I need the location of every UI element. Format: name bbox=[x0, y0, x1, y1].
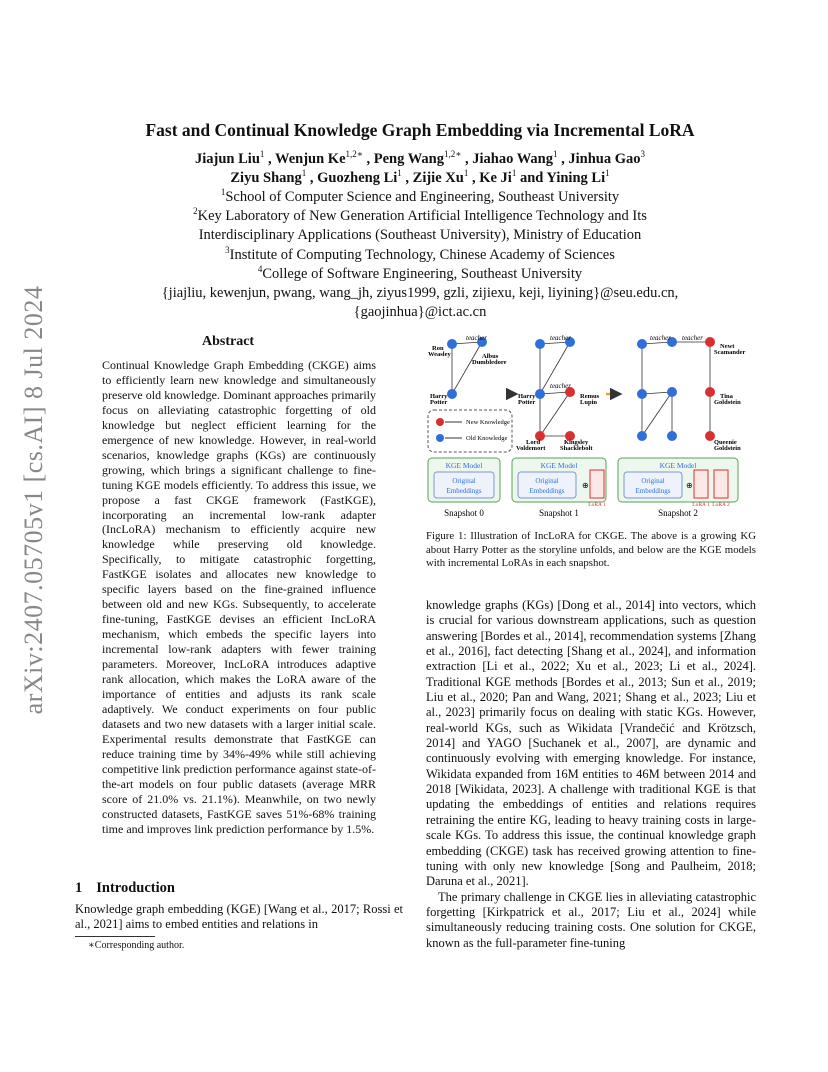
entity-label: Potter bbox=[430, 399, 448, 406]
author-affiliation-mark: 1 bbox=[552, 149, 558, 160]
affiliations bbox=[90, 188, 750, 322]
model-snapshot-2 bbox=[618, 458, 738, 508]
model-snapshot-0 bbox=[428, 458, 500, 502]
svg-text:teacher: teacher bbox=[550, 382, 571, 390]
svg-text:KGE Model: KGE Model bbox=[445, 461, 483, 470]
affiliation-line: $^1$School of Computer Science and Engineering, Southeast University bbox=[220, 187, 620, 205]
author-name: Yining Li bbox=[546, 170, 606, 186]
svg-text:Goldstein: Goldstein bbox=[714, 399, 741, 406]
svg-text:teacher: teacher bbox=[682, 334, 703, 342]
intro-paragraph: knowledge graphs (KGs) [Dong et al., 2014] into vectors, which is crucial for various downstream applications, such as question answering [Bordes et al., 2014], recommendation systems [Zhang et al., 2016], fact detecting [Shang et al., 2024], and information extraction [Li et al., 2022; Xu et al., 2023; Li et al., 2024]. Traditional KGE methods [Bordes et al., 2013; Sun et al., 2019; Liu et al., 2020; Pan and Wang, 2021; Shang et al., 2023; Liu et al., 2023] primarily focus on dealing with static KGs. However, real-world KGs, such as Wikidata [Vrandečić and Krötzsch, 2014] and YAGO [Suchanek et al., 2007], are dynamic and continuously evolving with emerging knowledge. For instance, Wikidata expanded from 16M entities to 46M between 2014 and 2018 [Wikidata, 2023]. A challenge with traditional KGE is that updating the embeddings of entities and relations requires retraining the entire KG, leading to heavy training costs in large-scale KGs. To address this issue, the continual knowledge graph embedding (CKGE) task has received growing attention to fine-tuning with only new knowledge [Song and Paulheim, 2018; Daruna et al., 2021]. bbox=[426, 598, 756, 889]
svg-text:Embeddings: Embeddings bbox=[529, 487, 565, 495]
author-affiliation-mark: 3 bbox=[640, 149, 645, 160]
entity-label: Dumbledore bbox=[472, 359, 507, 366]
svg-text:LoRA 1: LoRA 1 bbox=[692, 502, 710, 508]
abstract-heading: Abstract bbox=[202, 334, 255, 349]
footnote-rule bbox=[75, 936, 155, 937]
intro-paragraph-col1: Knowledge graph embedding (KGE) [Wang et al., 2017; Rossi et al., 2021] aims to embed entities and relations in bbox=[75, 902, 403, 932]
author-name: Guozheng Li bbox=[317, 170, 398, 186]
author-name: Wenjun Ke bbox=[275, 151, 346, 167]
entity-label: Ron bbox=[432, 345, 444, 352]
abstract-text: Continual Knowledge Graph Embedding (CKGE) aims to efficiently learn new knowledge and simultaneously preserve old knowledge. Dominant approaches primarily focus on alleviating catastrophic forgetting of old knowledge but neglect efficient learning for the emergence of new knowledge. However, in real-world scenarios, knowledge graphs (KGs) are continuously growing, which brings a significant challenge to fine-tuning KGE models efficiently. To address this issue, we propose a fast CKGE framework (FastKGE), incorporating an incremental low-rank adapter (IncLoRA) mechanism to efficiently acquire new knowledge while preserving old knowledge. Specifically, to mitigate catastrophic forgetting, FastKGE isolates and allocates new knowledge to specific layers based on the fine-grained influence between old and new KGs. Subsequently, to accelerate fine-tuning, FastKGE devises an efficient IncLoRA mechanism, which embeds the specific layers into incremental low-rank adapters with fewer training parameters. Moreover, IncLoRA introduces adaptive rank allocation, which makes the LoRA aware of the importance of entities and adjusts its rank scale adaptively. We conduct experiments on four public datasets and two new datasets with a larger initial scale. Experimental results demonstrate that FastKGE can reduce training time by 34%-49% while still achieving competitive link prediction performance against state-of-the-art models on four public datasets (average MRR score of 21.0% vs. 21.1%). Meanwhile, on two newly constructed datasets, FastKGE saves 51%-68% training time and improves link prediction performance by 1.5%. bbox=[102, 358, 376, 836]
kg-snapshot-2 bbox=[637, 334, 746, 452]
affiliation-line: Interdisciplinary Applications (Southeast University), Ministry of Education bbox=[198, 227, 642, 244]
svg-text:teacher: teacher bbox=[650, 334, 671, 342]
svg-text:Queenie: Queenie bbox=[714, 439, 737, 446]
svg-text:Potter: Potter bbox=[518, 399, 536, 406]
entity-node bbox=[447, 389, 457, 399]
section-heading bbox=[75, 880, 175, 897]
svg-text:Original: Original bbox=[535, 477, 559, 485]
paper-title: Fast and Continual Knowledge Graph Embedding via Incremental LoRA bbox=[145, 120, 695, 140]
author-name: Jiahao Wang bbox=[472, 151, 553, 167]
affiliation-line: {gaojinhua}@ict.ac.cn bbox=[353, 304, 487, 321]
author-affiliation-mark: 1,2∗ bbox=[444, 149, 462, 160]
svg-text:Embeddings: Embeddings bbox=[446, 487, 482, 495]
svg-text:⊕: ⊕ bbox=[686, 481, 693, 490]
entity-label: Albus bbox=[482, 353, 499, 360]
author-name: Jinhua Gao bbox=[568, 151, 641, 167]
intro-paragraph: The primary challenge in CKGE lies in alleviating catastrophic forgetting [Kirkpatrick et al., 2017; Liu et al., 2024] while simultaneously reducing training costs. One solution for CKGE, known as the full-parameter fine-tuning bbox=[426, 889, 756, 950]
author-line-2: Ziyu Shang$^1$ , Guozheng Li$^1$ , Zijie Xu$^1$ , Ke Ji$^1$ and Yining Li$^1$ bbox=[230, 168, 610, 186]
snapshot-label: Snapshot 0 bbox=[444, 508, 484, 518]
arxiv-id-text: arXiv:2407.05705v1 [cs.AI] 8 Jul 2024 bbox=[19, 285, 48, 715]
kg-snapshot-0 bbox=[428, 334, 507, 406]
relation-label: teacher bbox=[466, 334, 487, 342]
svg-text:Kingsley: Kingsley bbox=[564, 439, 589, 446]
author-affiliation-mark: 1 bbox=[397, 168, 402, 179]
svg-text:Goldstein: Goldstein bbox=[714, 445, 741, 452]
author-name: Ke Ji bbox=[479, 170, 512, 186]
kg-snapshot-1 bbox=[516, 334, 600, 452]
author-affiliation-mark: 1,2∗ bbox=[345, 149, 363, 160]
svg-text:Tina: Tina bbox=[720, 393, 733, 400]
intro-text-col2 bbox=[426, 598, 756, 951]
svg-text:Remus: Remus bbox=[580, 393, 600, 400]
svg-text:Scamander: Scamander bbox=[714, 349, 746, 356]
entity-label: Harry bbox=[430, 393, 448, 400]
entity-node bbox=[447, 339, 457, 349]
figure-caption: Figure 1: Illustration of IncLoRA for CKGE. The above is a growing KG about Harry Potter as the storyline unfolds, and below are the KGE models with incremental LoRAs in each snapshot. bbox=[426, 530, 756, 569]
svg-text:⊕: ⊕ bbox=[582, 481, 589, 490]
svg-text:KGE Model: KGE Model bbox=[659, 461, 697, 470]
author-affiliation-mark: 1 bbox=[605, 168, 610, 179]
figure-1 bbox=[420, 332, 760, 522]
author-affiliation-mark: 1 bbox=[463, 168, 469, 179]
affiliation-line: $^4$College of Software Engineering, Southeast University bbox=[257, 263, 583, 282]
svg-text:KGE Model: KGE Model bbox=[540, 461, 578, 470]
snapshot-label: Snapshot 2 bbox=[658, 508, 698, 518]
figure-1-diagram bbox=[420, 332, 760, 522]
legend-old: Old Knowledge bbox=[466, 435, 508, 442]
section-title: Introduction bbox=[96, 880, 175, 896]
affiliation-line: {jiajliu, kewenjun, pwang, wang_jh, ziyus1999, gzli, zijiexu, keji, liyining}@seu.edu.cn, bbox=[161, 285, 679, 302]
section-number: 1 bbox=[75, 880, 83, 896]
svg-text:Embeddings: Embeddings bbox=[635, 487, 671, 495]
legend bbox=[428, 410, 512, 452]
author-list bbox=[90, 150, 750, 188]
svg-text:Original: Original bbox=[452, 477, 476, 485]
svg-text:Original: Original bbox=[641, 477, 665, 485]
affiliation-line: $^3$Institute of Computing Technology, Chinese Academy of Sciences bbox=[225, 244, 615, 263]
author-affiliation-mark: 1 bbox=[301, 168, 307, 179]
author-name: Zijie Xu bbox=[412, 170, 464, 186]
author-line-1: Jiajun Liu$^1$ , Wenjun $Ke^{1,2∗}$ , Peng Wang$^{1,2∗}$ , Jiahao Wang$^1$ , Jinhua Gao$^3$ bbox=[195, 149, 645, 167]
svg-text:LoRA 1: LoRA 1 bbox=[588, 502, 606, 508]
author-name: Jiajun Liu bbox=[195, 151, 260, 167]
model-snapshot-1 bbox=[512, 458, 606, 508]
author-affiliation-mark: 1 bbox=[259, 149, 265, 160]
svg-text:LoRA 2: LoRA 2 bbox=[712, 502, 730, 508]
author-name: Peng Wang bbox=[373, 151, 444, 167]
entity-label: Weasley bbox=[428, 351, 451, 358]
svg-text:Newt: Newt bbox=[720, 343, 735, 350]
author-name: Ziyu Shang bbox=[230, 170, 302, 186]
svg-text:Lord: Lord bbox=[526, 439, 541, 446]
arxiv-identifier bbox=[14, 285, 54, 715]
legend-new: New Knowledge bbox=[466, 419, 510, 426]
svg-text:teacher: teacher bbox=[550, 334, 571, 342]
svg-text:Voldemort: Voldemort bbox=[516, 445, 546, 452]
footnote: ∗Corresponding author. bbox=[88, 940, 185, 951]
svg-text:Shacklebolt: Shacklebolt bbox=[560, 445, 593, 452]
svg-text:Lupin: Lupin bbox=[580, 399, 597, 406]
affiliation-line: $^2$Key Laboratory of New Generation Artificial Intelligence Technology and Its bbox=[193, 206, 647, 225]
svg-text:Harry: Harry bbox=[518, 393, 536, 400]
author-affiliation-mark: 1 bbox=[511, 168, 517, 179]
snapshot-label: Snapshot 1 bbox=[539, 508, 579, 518]
